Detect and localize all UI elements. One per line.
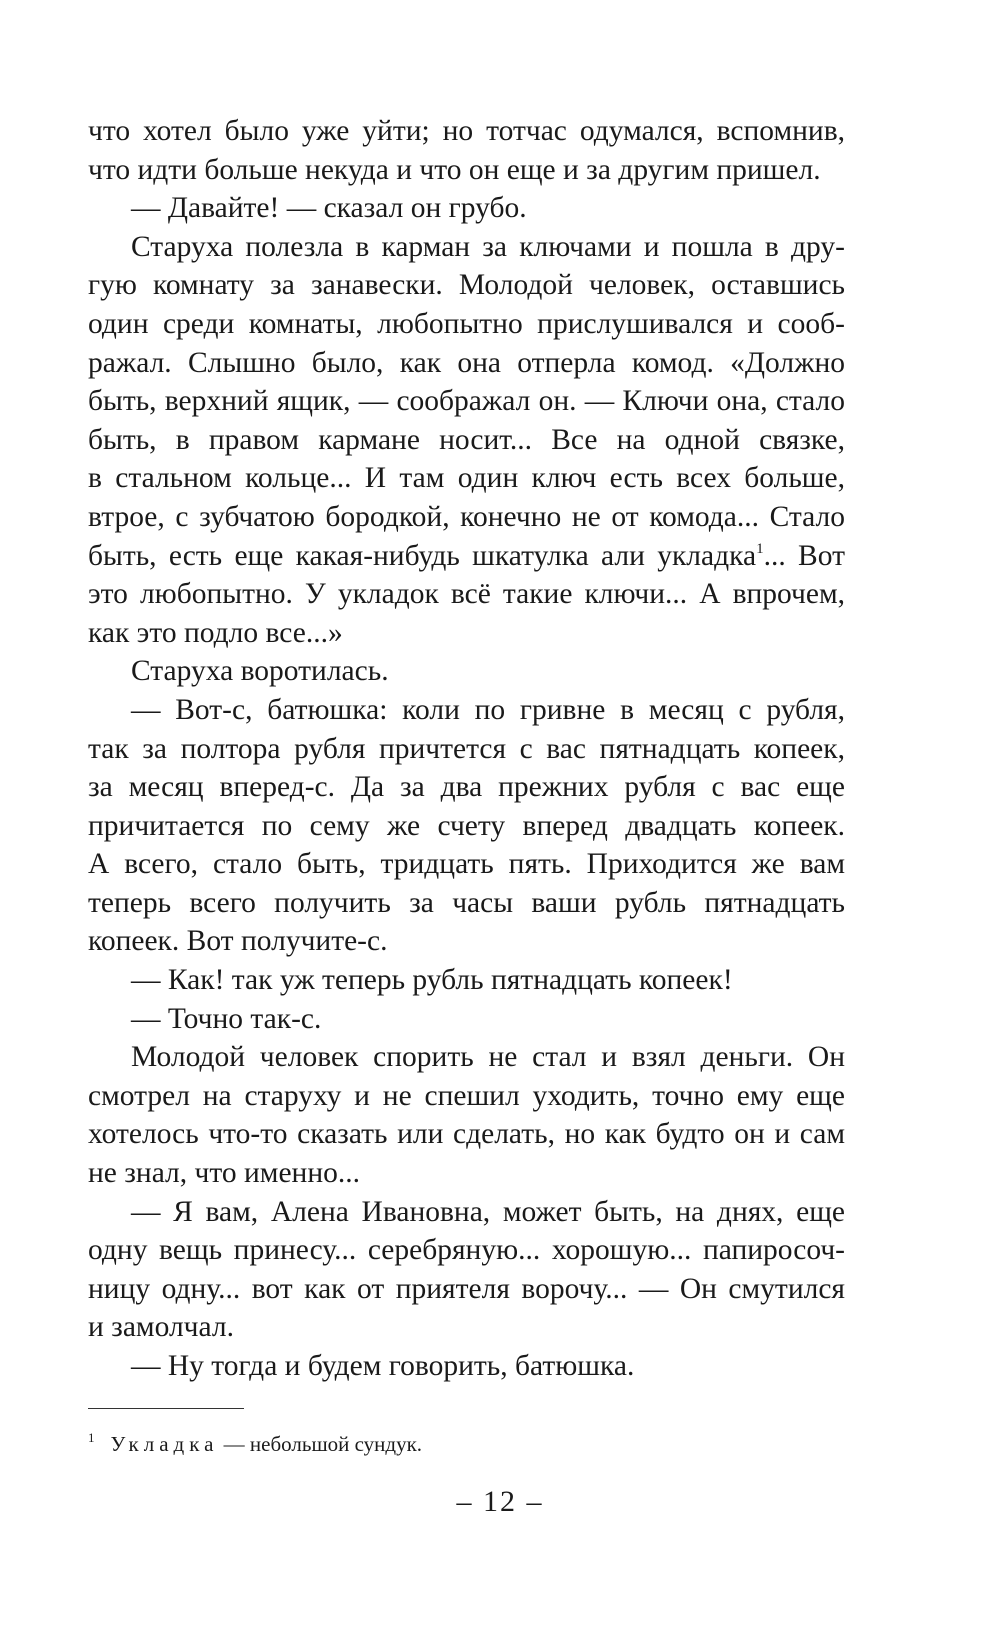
text-line: не знал, что именно...: [88, 1157, 360, 1190]
paragraph: [88, 112, 845, 189]
footnote-divider: [88, 1408, 244, 1409]
page-number: – 12 –: [456, 1485, 544, 1518]
text-line: Молодой человек спорить не стал и взял деньги. Он: [131, 1041, 845, 1074]
text-line: — Как! так уж теперь рубль пятнадцать копеек!: [131, 964, 733, 997]
text-line: причитается по сему же счету вперед двадцать копеек.: [88, 809, 845, 842]
text-line: — Вот-с, батюшка: коли по гривне в месяц с рубля,: [131, 693, 845, 726]
text-line: хотелось что-то сказать или сделать, но как будто он и сам: [88, 1118, 845, 1151]
text-line: А всего, стало быть, тридцать пять. Приходится же вам: [88, 848, 845, 881]
text-line: — Я вам, Алена Ивановна, может быть, на днях, еще: [131, 1195, 845, 1228]
text-line: быть, верхний ящик, — соображал он. — Ключи она, стало: [88, 385, 845, 418]
text-line: копеек. Вот получите-с.: [88, 925, 388, 958]
text-line: втрое, с зубчатою бородкой, конечно не от комода... Стало: [88, 500, 845, 533]
paragraph: [88, 1193, 845, 1347]
paragraph: [88, 961, 845, 1000]
footnote-mark: 1: [88, 1430, 95, 1445]
footnote-definition: — небольшой сундук.: [218, 1432, 423, 1456]
text-line: как это подло все...»: [88, 616, 343, 649]
text-line: это любопытно. У укладок всё такие ключи... А впрочем,: [88, 578, 845, 611]
text-line: Старуха воротилась.: [131, 655, 389, 688]
text-line: так за полтора рубля причтется с вас пятнадцать копеек,: [88, 732, 845, 765]
paragraph: [88, 1000, 845, 1039]
text-line: в стальном кольце... И там один ключ есть всех больше,: [88, 462, 845, 495]
paragraph: [88, 1038, 845, 1192]
text-line: быть, в правом кармане носит... Все на одной связке,: [88, 423, 845, 456]
text-line: гую комнату за занавески. Молодой человек, оставшись: [88, 269, 845, 302]
text-line: быть, есть еще какая-нибудь шкатулка али укладка$^1$... Вот: [88, 539, 845, 572]
footnote-term: Укладка: [110, 1432, 219, 1456]
paragraph: [88, 691, 845, 961]
text-line: один среди комнаты, любопытно прислушивался и сооб-: [88, 307, 845, 340]
footnote-reference[interactable]: 1: [756, 540, 764, 557]
page-body: [88, 112, 845, 1386]
text-line: — Давайте! — сказал он грубо.: [131, 192, 527, 225]
text-line: Старуха полезла в карман за ключами и пошла в дру-: [131, 230, 845, 263]
text-line: ницу одну... вот как от приятеля ворочу... — Он смутился: [88, 1272, 845, 1305]
text-line: — Ну тогда и будем говорить, батюшка.: [131, 1350, 635, 1382]
paragraph: [88, 1347, 845, 1386]
text-line: что идти больше некуда и что он еще и за другим пришел.: [88, 153, 821, 186]
text-line: смотрел на старуху и не спешил уходить, точно ему еще: [88, 1079, 845, 1112]
text-line: — Точно так-с.: [131, 1002, 322, 1035]
paragraph: [88, 652, 845, 691]
text-line: ражал. Слышно было, как она отперла комод. «Должно: [88, 346, 845, 379]
paragraph: [88, 189, 845, 228]
footnote: [88, 1424, 422, 1458]
text-line: одну вещь принесу... серебряную... хорошую... папиросоч-: [88, 1234, 845, 1267]
text-line: за месяц вперед-с. Да за два прежних рубля с вас еще: [88, 771, 845, 804]
text-line: что хотел было уже уйти; но тотчас одумался, вспомнив,: [88, 115, 845, 147]
paragraph: [88, 228, 845, 653]
text-line: и замолчал.: [88, 1311, 234, 1344]
text-line: теперь всего получить за часы ваши рубль пятнадцать: [88, 886, 845, 919]
